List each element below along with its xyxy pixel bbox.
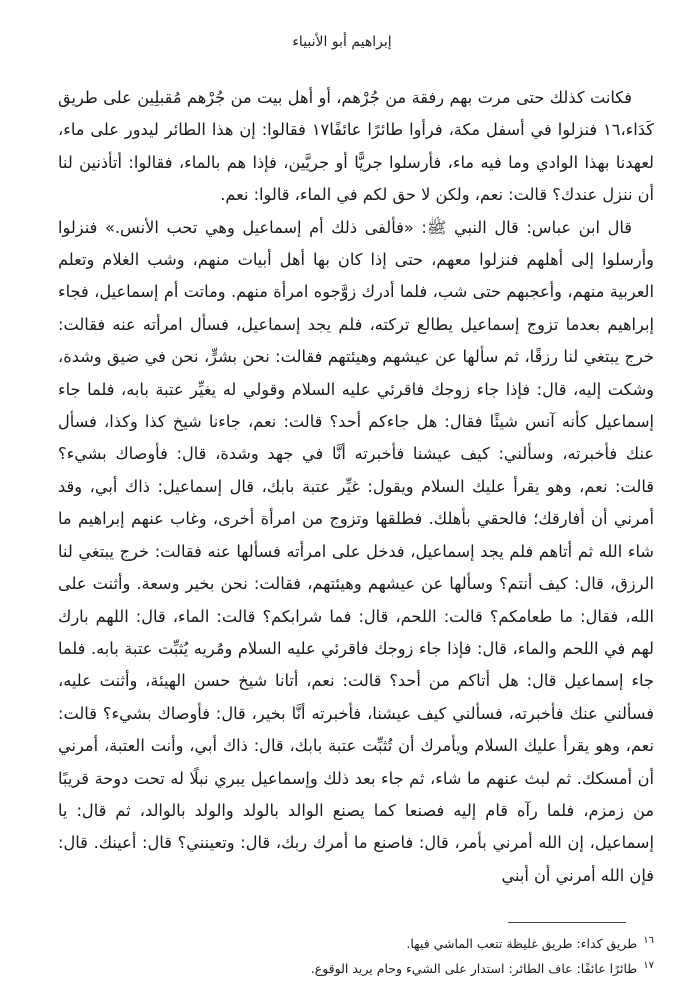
footnote-divider [508, 922, 626, 923]
body-text [58, 82, 654, 892]
footnote-text: طائرًا عائفًا: عاف الطائر: استدار على الشيء وحام يريد الوقوع. [310, 961, 638, 977]
footnote [58, 930, 654, 955]
footnote [58, 955, 654, 980]
paragraph: فكانت كذلك حتى مرت بهم رفقة من جُرْهم، أو أهل بيت من جُرْهم مُقبلِين على طريق كَدَاء،١٦ فنزلوا في أسفل مكة، فرأوا طائرًا عائفًا١٧ فقالوا: إن هذا الطائر ليدور على ماء، لعهدنا بهذا الوادي وما فيه ماء، فأرسلوا جريًّا أو جريَّين، فإذا هم بالماء، فقالوا: أتأذنين لنا أن ننزل عندك؟ قالت: نعم، ولكن لا حق لكم في الماء، قالوا: نعم. [58, 88, 654, 205]
paragraph: قال ابن عباس: قال النبي ﷺ: «فألفى ذلك أم إسماعيل وهي تحب الأنس.» فنزلوا وأرسلوا إلى أهلهم فنزلوا معهم، حتى إذا كان بها أهل أبيات منهم، وشب الغلام وتعلم العربية منهم، وأعجبهم حتى شب، فلما أدرك زوَّجوه امرأة منهم. وماتت أم إسماعيل، فجاء إبراهيم بعدما تزوج إسماعيل يطالع تركته، فلم يجد إسماعيل، فسأل امرأته عنه فقالت: خرج يبتغي لنا رزقًا، ثم سألها عن عيشهم وهيئتهم فقالت: نحن بشرٍّ، نحن في ضيق وشدة، وشكت إليه، قال: فإذا جاء زوجك فاقرئي عليه السلام وقولي له يغيِّر عتبة بابه، فلما جاء إسماعيل كأنه آنس شيئًا فقال: هل جاءكم أحد؟ قالت: نعم، جاءنا شيخ كذا وكذا، فسأل عنك فأخبرته، وسألني: كيف عيشنا فأخبرته أنَّا في جهد وشدة، قال: فأوصاك بشيء؟ قالت: نعم، وهو يقرأ عليك السلام ويقول: غيِّر عتبة بابك، قال إسماعيل: ذاك أبي، وقد أمرني أن أفارقك؛ فالحقي بأهلك. فطلقها وتزوج من امرأة أخرى، وغاب عنهم إبراهيم ما شاء الله ثم أتاهم فلم يجد إسماعيل، فدخل على امرأته فسألها عنه فقالت: خرج يبتغي لنا الرزق، قال: كيف أنتم؟ وسألها عن عيشهم وهيئتهم، فقالت: نحن بخير وسعة. وأثنت على الله، فقال: ما طعامكم؟ قالت: اللحم، قال: فما شرابكم؟ قالت: الماء، قال: اللهم بارك لهم في اللحم والماء، قال: فإذا جاء زوجك فاقرئي عليه السلام ومُريه يُثبِّت عتبة بابه. فلما جاء إسماعيل قال: هل أتاكم من أحد؟ قالت: نعم، أتانا شيخ حسن الهيئة، وأثنت عليه، فسألني عنك فأخبرته، فسألني كيف عيشنا، فأخبرته أنَّا بخير، قال: فأوصاك بشيء؟ قالت: نعم، وهو يقرأ عليك السلام ويأمرك أن تُثبِّت عتبة بابك، قال: ذاك أبي، وأنت العتبة، أمرني أن أمسكك. ثم لبث عنهم ما شاء، ثم جاء بعد ذلك وإسماعيل يبري نبلًا له تحت دوحة قريبًا من زمزم، فلما رآه قام إليه فصنعا كما يصنع الوالد بالولد والولد بالوالد، ثم قال: يا إسماعيل، إن الله أمرني بأمر، قال: فاصنع ما أمرك ربك، قال: وتعينني؟ قال: أعينك. قال: فإن الله أمرني أن أبني [58, 217, 654, 885]
running-header: إبراهيم أبو الأنبياء [292, 34, 392, 50]
footnote-number: ١٧ [643, 960, 654, 972]
footnotes [58, 930, 654, 980]
footnote-text: طريق كداء: طريق غليظة تتعب الماشي فيها. [406, 936, 638, 952]
footnote-number: ١٦ [643, 935, 654, 946]
